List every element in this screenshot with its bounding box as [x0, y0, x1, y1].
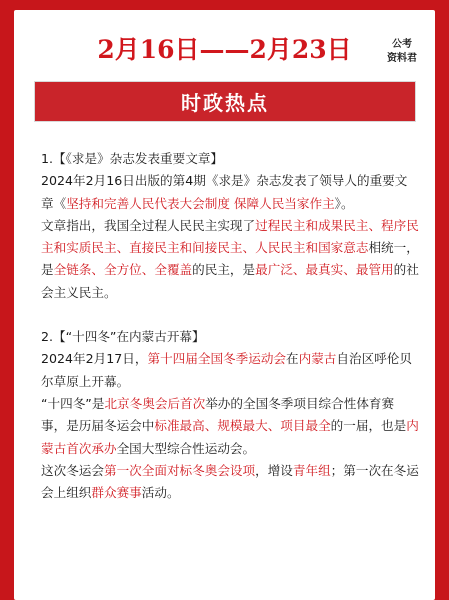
- body-text: 的社会主义民主。: [41, 262, 419, 300]
- item1-paragraph-2: [41, 215, 419, 304]
- body-text: “十四冬”是: [41, 395, 105, 411]
- body-text: 全国大型综合性运动会。: [116, 440, 256, 456]
- item1-paragraph-1: [41, 170, 419, 215]
- body-text: 2024年2月17日，: [41, 351, 148, 367]
- body-text: 2024年2月16日出版的第4期《求是》杂志发表了领导人的重要文章《: [41, 173, 408, 211]
- body-text: ；第一次在冬运会上组织: [41, 462, 419, 501]
- item1-heading: 1.【《求是》杂志发表重要文章】: [41, 151, 224, 166]
- highlight-text: 全链条、全方位、全覆盖: [53, 262, 193, 278]
- date-range-title: 2月16日——2月23日: [97, 35, 352, 64]
- brand-line-1: 公考: [392, 39, 412, 50]
- highlight-text: 第十四届全国冬季运动会: [147, 351, 286, 367]
- highlight-text: 内蒙古: [298, 351, 337, 367]
- highlight-text: 最广泛、最真实、最管用: [255, 262, 394, 278]
- body-text: 这次冬运会: [41, 462, 104, 478]
- content-card: [14, 10, 435, 600]
- body-text: 的一届，也是: [330, 418, 407, 434]
- highlight-text: 内蒙古首次承办: [41, 418, 419, 456]
- brand-line-2: 资料君: [387, 53, 417, 64]
- body-text: 的民主，是: [192, 262, 256, 278]
- item2-paragraph-1: [41, 348, 419, 393]
- section-banner: 时政热点: [34, 81, 416, 122]
- highlight-text: 过程民主和成果民主、程序民主和实质民主、直接民主和间接民主、人民民主和国家意志: [41, 217, 419, 256]
- section-gap: [41, 304, 419, 326]
- brand-stamp: [387, 38, 417, 66]
- body-text: 》。: [334, 195, 354, 211]
- highlight-text: 北京冬奥会后首次: [104, 395, 206, 411]
- body-text: 活动。: [141, 485, 180, 501]
- body-text: 相统一，是: [41, 240, 419, 278]
- body-text: 在: [286, 351, 299, 367]
- item2-heading: 2.【“十四冬”在内蒙古开幕】: [41, 329, 205, 345]
- body-text: ，增设: [255, 462, 293, 478]
- body-text: 举办的全国冬季项目综合性体育赛事，是历届冬运会中: [41, 395, 395, 434]
- item2-paragraph-2: [41, 393, 419, 460]
- body-text: 自治区呼伦贝尔草原上开幕。: [41, 351, 412, 389]
- highlight-text: 标准最高、规模最大、项目最全: [154, 418, 331, 434]
- highlight-text: 坚持和完善人民代表大会制度 保障人民当家作主: [66, 195, 335, 211]
- highlight-text: 群众赛事: [91, 485, 142, 501]
- highlight-text: 第一次全面对标冬奥会设项: [103, 462, 256, 478]
- article-body: [41, 148, 419, 504]
- item2-paragraph-3: [41, 460, 419, 505]
- body-text: 文章指出，我国全过程人民民主实现了: [41, 217, 256, 233]
- highlight-text: 青年组: [292, 462, 331, 478]
